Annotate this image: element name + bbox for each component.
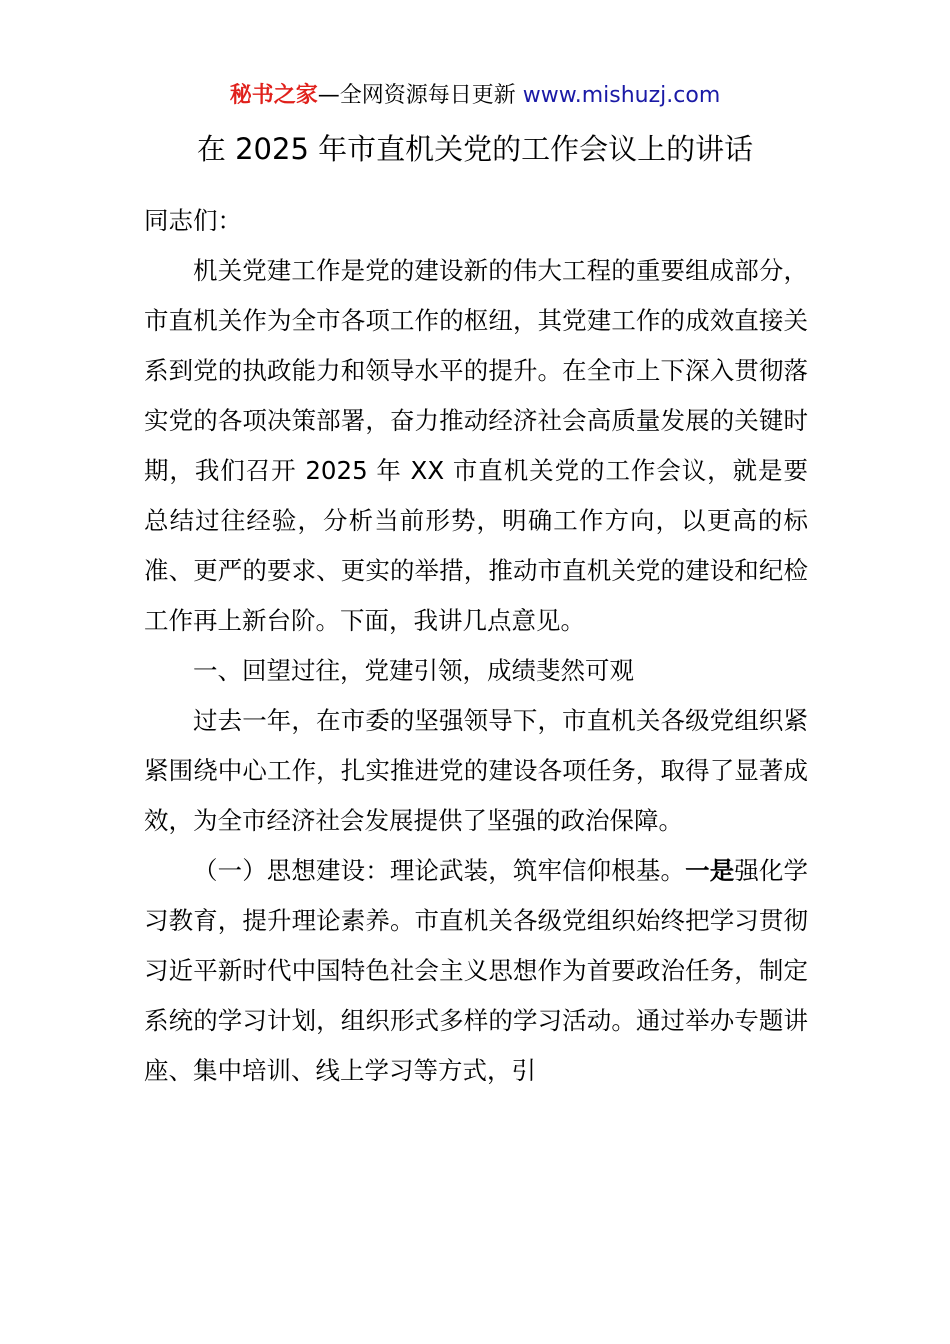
brand-name: 秘书之家	[229, 83, 318, 108]
header-tagline: —全网资源每日更新	[317, 83, 523, 108]
paragraph-review: 过去一年，在市委的坚强领导下，市直机关各级党组织紧紧围绕中心工作，扎实推进党的建设各项任务，取得了显著成效，为全市经济社会发展提供了坚强的政治保障。	[144, 706, 808, 835]
point-text: 强化学习教育，提升理论素养。市直机关各级党组织始终把学习贯彻习近平新时代中国特色社会主义思想作为首要政治任务，制定系统的学习计划，组织形式多样的学习活动。通过举办专题讲座、集中培训、线上学习等方式，引	[144, 856, 809, 1085]
salutation: 同志们：	[144, 206, 242, 235]
paragraph-ideology	[144, 846, 808, 1096]
document-body	[144, 196, 808, 1096]
subsection-heading: （一）思想建设：理论武装，筑牢信仰根基。	[193, 856, 686, 885]
site-url-link[interactable]: www.mishuzj.com	[522, 83, 721, 108]
section-heading-1: 一、回望过往，党建引领，成绩斐然可观	[193, 656, 634, 685]
site-header	[0, 80, 950, 112]
document-title: 在 2025 年市直机关党的工作会议上的讲话	[196, 132, 754, 166]
paragraph-intro: 机关党建工作是党的建设新的伟大工程的重要组成部分，市直机关作为全市各项工作的枢纽，其党建工作的成效直接关系到党的执政能力和领导水平的提升。在全市上下深入贯彻落实党的各项决策部署，奋力推动经济社会高质量发展的关键时期，我们召开 2025 年 XX 市直机关党的工作会议，就是要总结过往经验，分析当前形势，明确工作方向，以更高的标准、更严的要求、更实的举措，推动市直机关党的建设和纪检工作再上新台阶。下面，我讲几点意见。	[144, 256, 808, 635]
point-lead: 一是	[685, 856, 735, 885]
